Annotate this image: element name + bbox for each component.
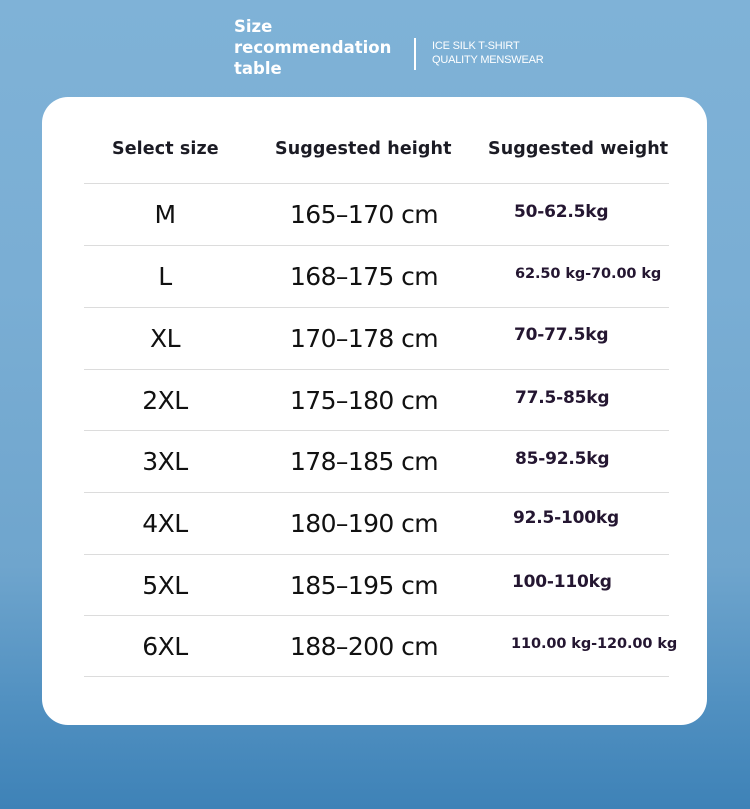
size-cell: L bbox=[158, 262, 172, 291]
weight-cell: 100-110kg bbox=[512, 572, 612, 592]
size-cell: 4XL bbox=[142, 509, 188, 538]
weight-cell: 77.5-85kg bbox=[515, 388, 610, 408]
size-table-card bbox=[42, 97, 707, 725]
size-cell: 2XL bbox=[142, 386, 188, 415]
table-row bbox=[42, 246, 707, 308]
height-cell: 168–175 cm bbox=[290, 262, 438, 291]
table-row bbox=[42, 493, 707, 555]
table-row bbox=[42, 308, 707, 370]
height-cell: 170–178 cm bbox=[290, 324, 438, 353]
height-cell: 165–170 cm bbox=[290, 200, 438, 229]
size-cell: 6XL bbox=[142, 632, 188, 661]
height-cell: 185–195 cm bbox=[290, 571, 438, 600]
weight-cell: 85-92.5kg bbox=[515, 449, 610, 469]
weight-cell: 92.5-100kg bbox=[513, 508, 619, 528]
column-header-weight: Suggested weight bbox=[488, 139, 669, 159]
size-cell: M bbox=[154, 200, 176, 229]
height-cell: 178–185 cm bbox=[290, 447, 438, 476]
weight-cell: 62.50 kg-70.00 kg bbox=[515, 266, 662, 282]
weight-cell: 70-77.5kg bbox=[514, 325, 609, 345]
height-cell: 180–190 cm bbox=[290, 509, 438, 538]
height-cell: 175–180 cm bbox=[290, 386, 438, 415]
height-cell: 188–200 cm bbox=[290, 632, 438, 661]
brand-subtitle: ICE SILK T-SHIRT QUALITY MENSWEAR bbox=[432, 40, 544, 66]
weight-cell: 50-62.5kg bbox=[514, 202, 609, 222]
row-divider bbox=[84, 676, 669, 677]
header-divider bbox=[414, 38, 416, 70]
size-cell: 5XL bbox=[142, 571, 188, 600]
page-header bbox=[0, 0, 750, 96]
page-title: Size recommendation table bbox=[234, 17, 392, 78]
table-header bbox=[42, 97, 707, 183]
weight-cell: 110.00 kg-120.00 kg bbox=[511, 636, 678, 652]
table-row bbox=[42, 555, 707, 617]
column-header-height: Suggested height bbox=[275, 139, 452, 159]
table-row bbox=[42, 616, 707, 678]
size-cell: 3XL bbox=[142, 447, 188, 476]
column-header-size: Select size bbox=[112, 139, 219, 159]
size-cell: XL bbox=[149, 324, 181, 353]
table-row bbox=[42, 184, 707, 246]
table-row bbox=[42, 431, 707, 493]
table-row bbox=[42, 370, 707, 432]
